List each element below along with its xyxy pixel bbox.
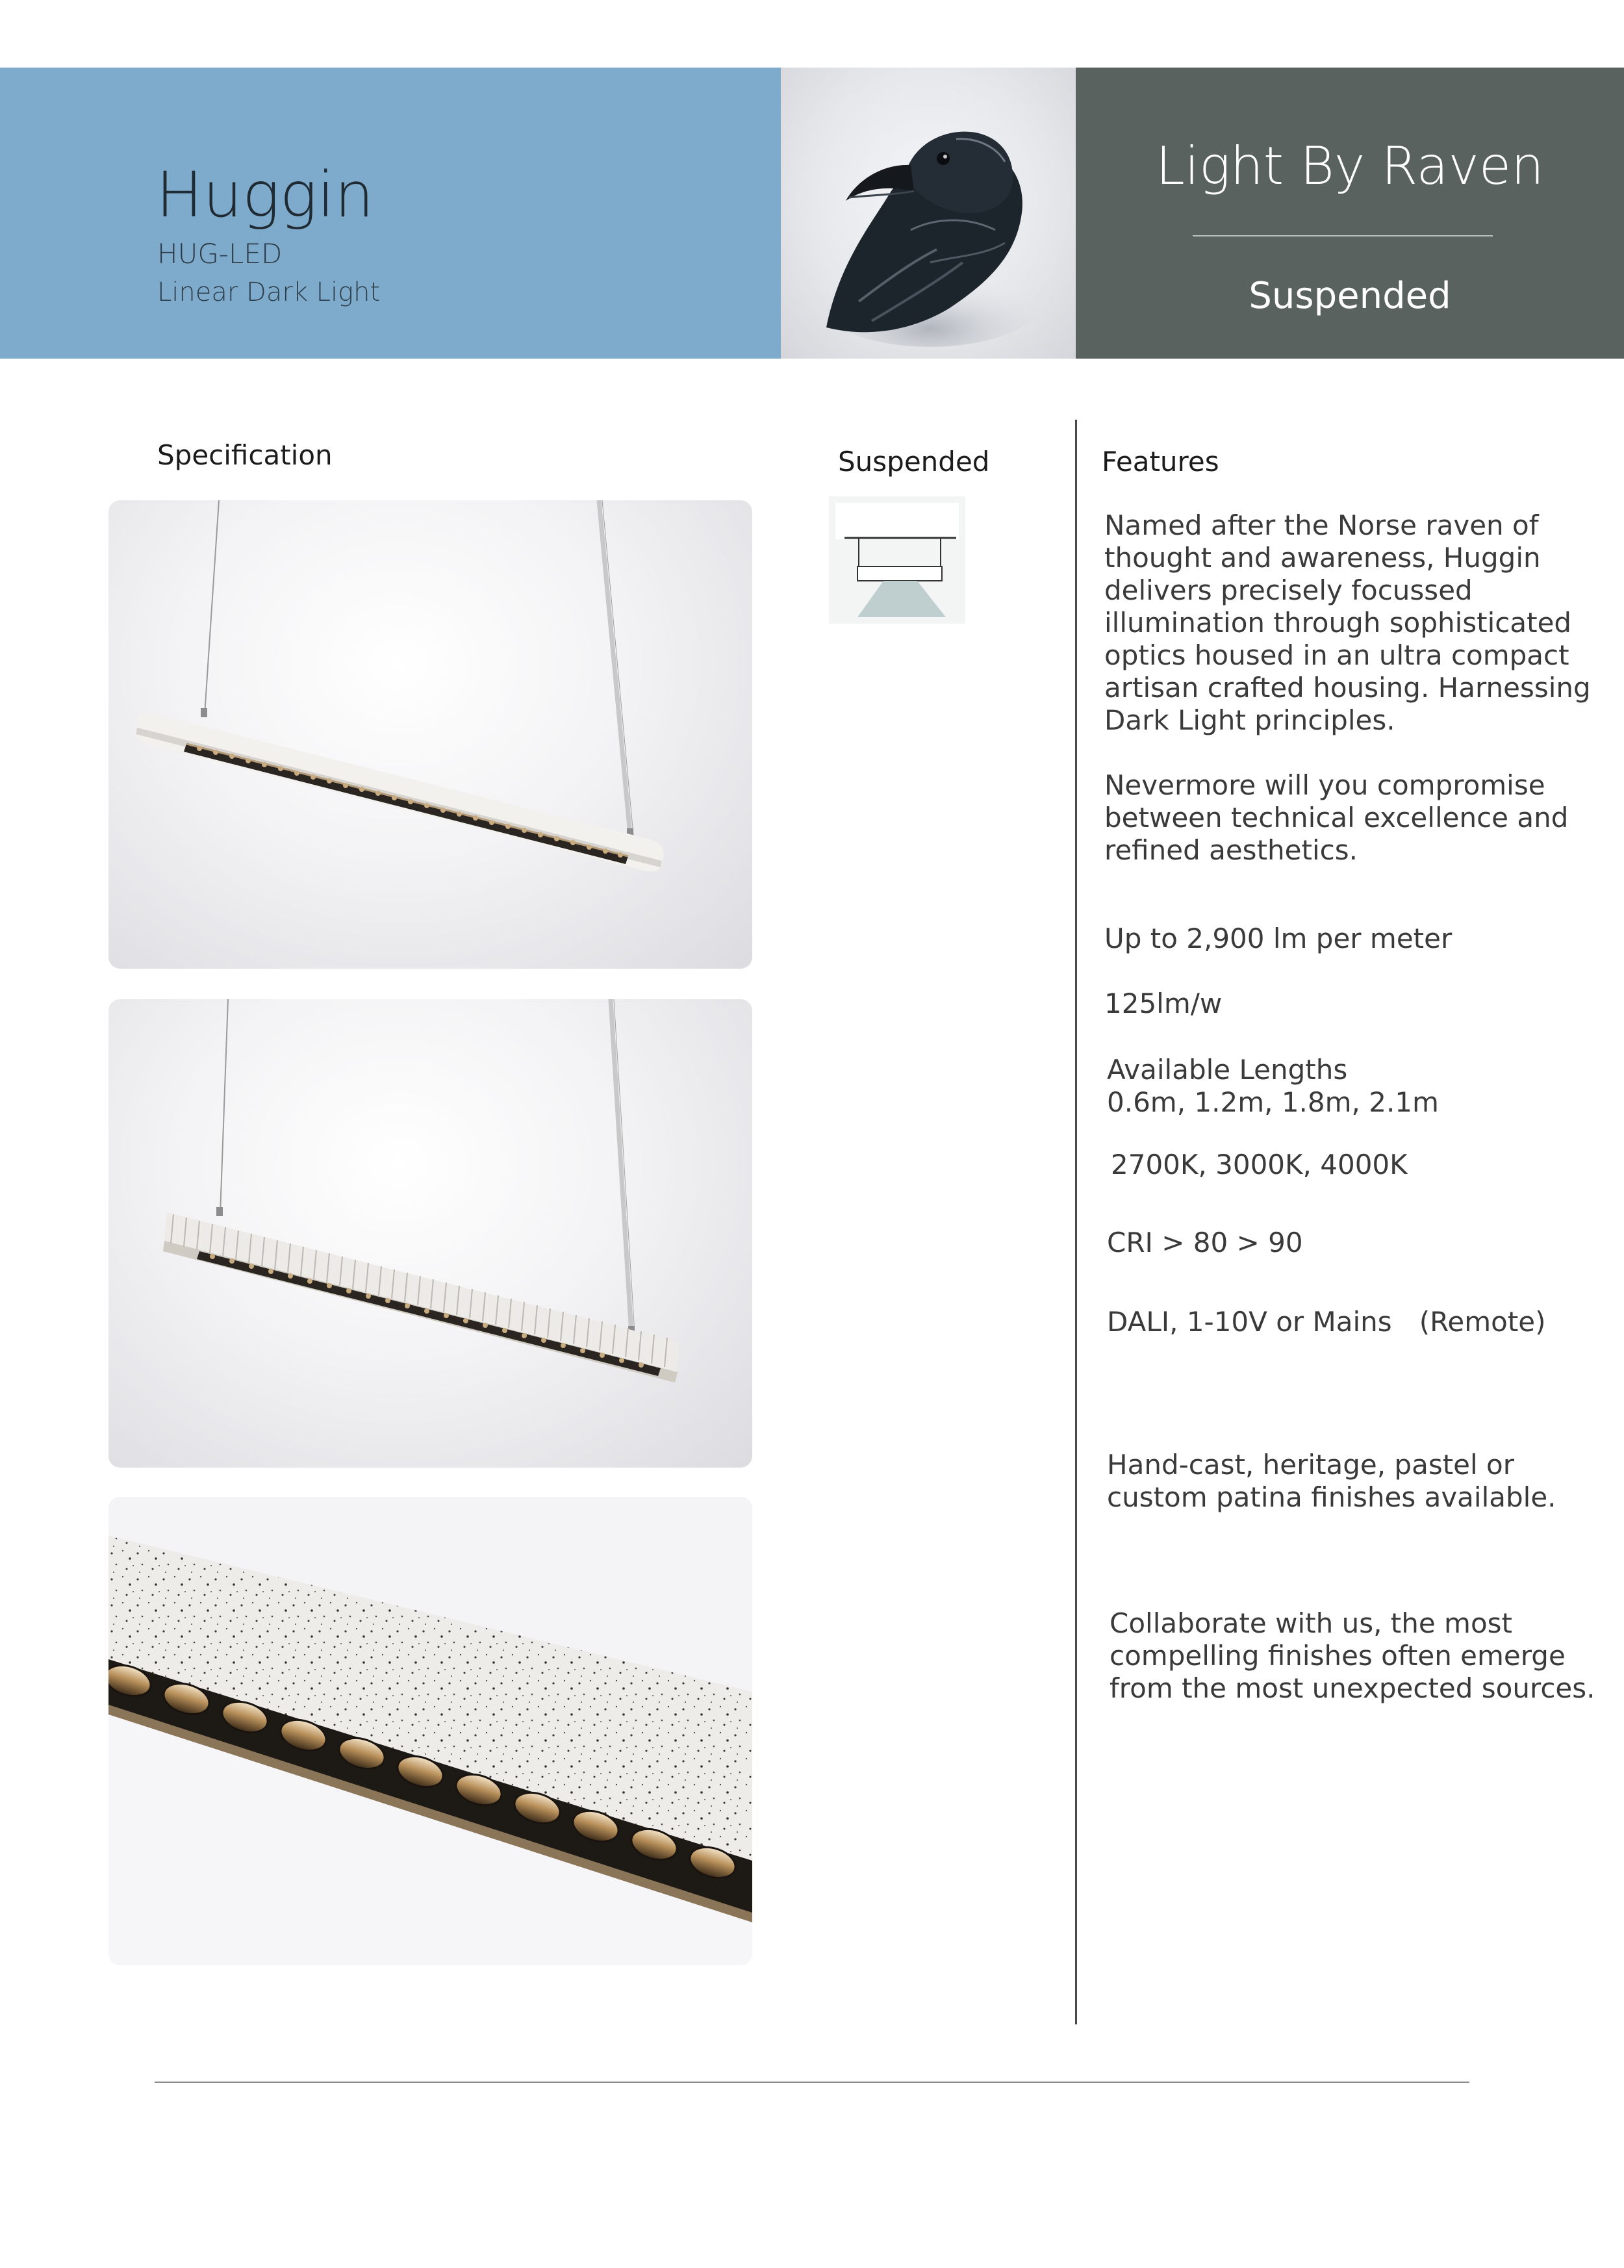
feature-cri: CRI > 80 > 90 — [1107, 1227, 1303, 1258]
specification-heading: Specification — [157, 439, 333, 471]
product-name: Huggin — [156, 159, 374, 231]
raven-logo — [781, 68, 1076, 359]
huggin-optic-closeup-photo — [108, 1497, 752, 1965]
suspended-mounting-diagram — [829, 496, 965, 624]
brand-name: Light By Raven — [1156, 136, 1544, 196]
product-type: Linear Dark Light — [157, 277, 381, 307]
brand-panel — [1076, 68, 1624, 359]
product-code: HUG-LED — [157, 238, 283, 270]
feature-lengths-label: Available Lengths — [1107, 1054, 1348, 1086]
linear-pendant-ribbed-icon — [108, 999, 752, 1468]
features-heading: Features — [1102, 446, 1219, 478]
huggin-ribbed-housing-photo — [108, 999, 752, 1468]
feature-control-remote: (Remote) — [1419, 1306, 1546, 1338]
product-title-panel — [0, 68, 781, 359]
feature-lengths: 0.6m, 1.2m, 1.8m, 2.1m — [1107, 1086, 1439, 1118]
feature-control — [1107, 1306, 1546, 1338]
feature-lumens: Up to 2,900 lm per meter — [1104, 923, 1453, 954]
huggin-smooth-housing-photo — [108, 500, 752, 969]
header-banner — [0, 68, 1624, 359]
optic-closeup-icon — [108, 1497, 752, 1965]
suspended-mount-icon — [829, 496, 965, 624]
feature-collaborate: Collaborate with us, the most compelling finishes often emerge from the most unexpected sources. — [1110, 1607, 1595, 1704]
feature-finishes: Hand-cast, heritage, pastel or custom patina finishes available. — [1107, 1449, 1556, 1513]
feature-efficacy: 125lm/w — [1104, 987, 1223, 1019]
column-divider — [1075, 420, 1077, 2024]
brand-divider — [1193, 235, 1493, 236]
feature-control-options: DALI, 1-10V or Mains — [1107, 1306, 1392, 1338]
mount-type: Suspended — [1249, 275, 1451, 317]
suspended-heading: Suspended — [838, 446, 990, 478]
feature-color-temperature: 2700K, 3000K, 4000K — [1111, 1149, 1408, 1180]
feature-description-2: Nevermore will you compromise between technical excellence and refined aesthetics. — [1104, 769, 1569, 866]
raven-head-icon — [781, 68, 1076, 359]
feature-description-1: Named after the Norse raven of thought and awareness, Huggin delivers precisely focussed illumination through sophisticated optics housed in an ultra compact artisan crafted housing. Harnessing Dark Light principles. — [1104, 509, 1591, 736]
footer-divider — [155, 2082, 1469, 2083]
linear-pendant-smooth-icon — [108, 500, 752, 969]
